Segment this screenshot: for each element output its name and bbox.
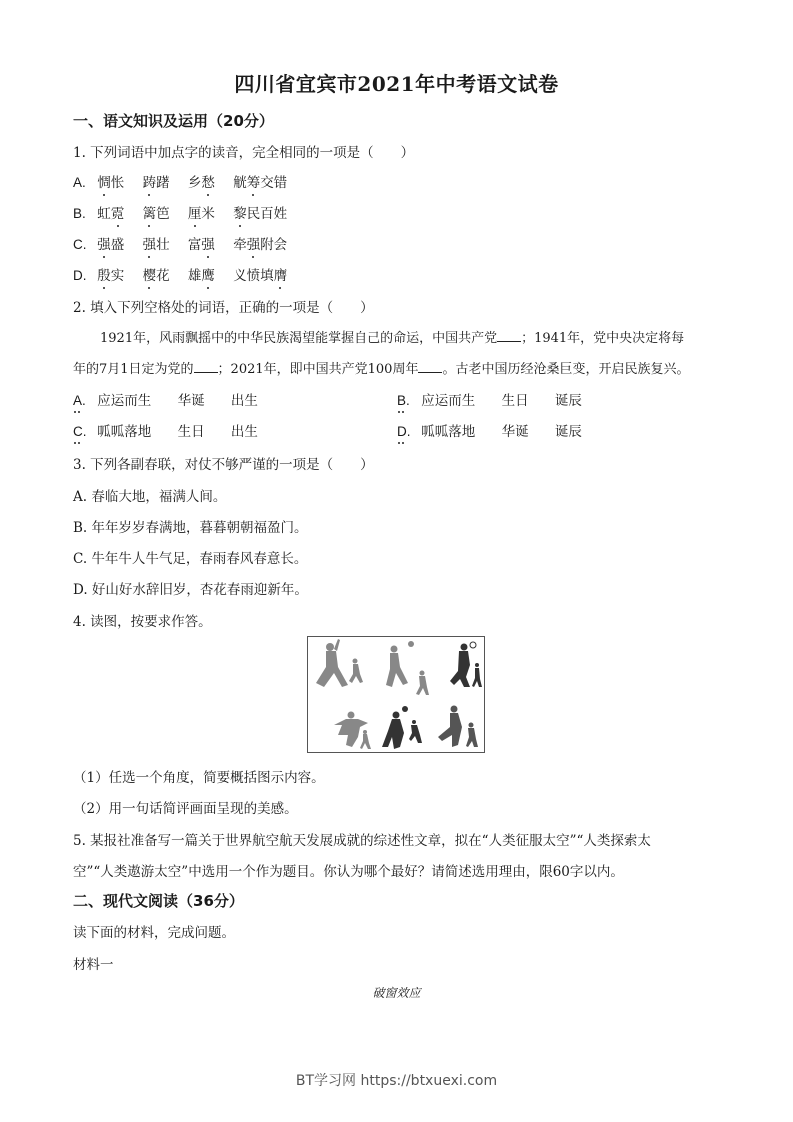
option-word: 华诞 xyxy=(177,393,205,409)
word: 牵强附会 xyxy=(233,233,287,253)
q4-stem: 4. 读图，按要求作答。 xyxy=(73,614,212,630)
section-1-heading: 一、语文知识及运用（20分） xyxy=(73,112,274,130)
word: 踌躇 xyxy=(143,171,170,191)
q1-option-a xyxy=(73,171,301,191)
q1-option-d xyxy=(73,264,301,284)
footer-watermark: BT学习网 https://btxuexi.com xyxy=(295,1073,498,1089)
article-title: 破窗效应 xyxy=(372,986,421,1000)
q3-option-c: C. 牛年牛人牛气足，春雨春风春意长。 xyxy=(73,551,308,567)
sports-silhouettes-image xyxy=(308,637,484,752)
word: 虹霓 xyxy=(97,202,124,222)
word: 殷实 xyxy=(97,264,124,284)
q5-line-2: 空”“人类遨游太空”中选用一个作为题目。你认为哪个最好？请简述选用理由，限60字以内。 xyxy=(73,864,624,880)
q2-passage-line-2 xyxy=(73,358,689,377)
word: 强壮 xyxy=(143,233,170,253)
option-label: C. xyxy=(73,424,93,439)
blank-2 xyxy=(194,360,218,373)
word: 惆怅 xyxy=(97,171,124,191)
option-label: B. xyxy=(73,206,86,221)
passage-text: 。古老中国历经沧桑巨变，开启民族复兴。 xyxy=(442,362,690,377)
option-word: 生日 xyxy=(177,424,205,440)
q3-option-d: D. 好山好水辞旧岁，杏花春雨迎新年。 xyxy=(73,582,308,598)
option-label: C. xyxy=(73,237,87,252)
section-2-heading: 二、现代文阅读（36分） xyxy=(73,892,244,910)
word: 富强 xyxy=(188,233,215,253)
option-word: 呱呱落地 xyxy=(97,424,152,440)
reading-instruction: 读下面的材料，完成问题。 xyxy=(73,925,235,941)
word: 雄鹰 xyxy=(188,264,215,284)
q1-option-b xyxy=(73,202,301,222)
option-word: 出生 xyxy=(230,393,258,409)
q2-option-d xyxy=(397,420,604,440)
option-word: 华诞 xyxy=(501,424,529,440)
word: 黎民百姓 xyxy=(233,202,287,222)
q4-sub-question-1: （1）任选一个角度，简要概括图示内容。 xyxy=(73,770,325,786)
q3-option-a: A. 春临大地，福满人间。 xyxy=(73,489,227,505)
blank-1 xyxy=(497,329,521,342)
option-label: D. xyxy=(397,424,417,439)
option-word: 应运而生 xyxy=(421,393,476,409)
sports-silhouettes-figure xyxy=(307,636,485,753)
q4-sub-question-2: （2）用一句话简评画面呈现的美感。 xyxy=(73,801,298,817)
word: 篱笆 xyxy=(143,202,170,222)
q2-option-b xyxy=(397,389,604,409)
q2-option-a xyxy=(73,389,280,409)
blank-3 xyxy=(418,360,442,373)
q1-stem: 1. 下列词语中加点字的读音，完全相同的一项是（ ） xyxy=(73,145,415,161)
q3-stem: 3. 下列各副春联，对仗不够严谨的一项是（ ） xyxy=(73,457,374,473)
passage-text: ；2021年，即中国共产党100周年 xyxy=(217,362,419,377)
q1-option-c xyxy=(73,233,301,253)
word: 乡愁 xyxy=(188,171,215,191)
passage-text: ；1941年，党中央决定将每 xyxy=(521,331,685,346)
option-word: 应运而生 xyxy=(97,393,152,409)
passage-text: 1921年，风雨飘摇中的中华民族渴望能掌握自己的命运，中国共产党 xyxy=(100,331,498,346)
q2-stem: 2. 填入下列空格处的词语，正确的一项是（ ） xyxy=(73,300,374,316)
option-label: B. xyxy=(397,393,417,408)
word: 强盛 xyxy=(97,233,124,253)
material-label: 材料一 xyxy=(73,957,114,973)
exam-title: 四川省宜宾市2021年中考语文试卷 xyxy=(234,72,559,96)
word: 义愤填膺 xyxy=(233,264,287,284)
option-word: 诞辰 xyxy=(554,393,582,409)
passage-text: 年的7月1日定为党的 xyxy=(73,362,194,377)
q2-passage-line-1 xyxy=(100,327,684,346)
option-label: A. xyxy=(73,393,93,408)
option-label: A. xyxy=(73,175,86,190)
option-word: 呱呱落地 xyxy=(421,424,476,440)
q2-option-c xyxy=(73,420,280,440)
option-label: D. xyxy=(73,268,87,283)
word: 樱花 xyxy=(143,264,170,284)
word: 觥筹交错 xyxy=(233,171,287,191)
option-word: 出生 xyxy=(230,424,258,440)
q3-option-b: B. 年年岁岁春满地，暮暮朝朝福盈门。 xyxy=(73,520,308,536)
option-word: 诞辰 xyxy=(554,424,582,440)
option-word: 生日 xyxy=(501,393,529,409)
q5-line-1: 5. 某报社准备写一篇关于世界航空航天发展成就的综述性文章，拟在“人类征服太空”“人类探索太 xyxy=(73,833,651,849)
word: 厘米 xyxy=(188,202,215,222)
